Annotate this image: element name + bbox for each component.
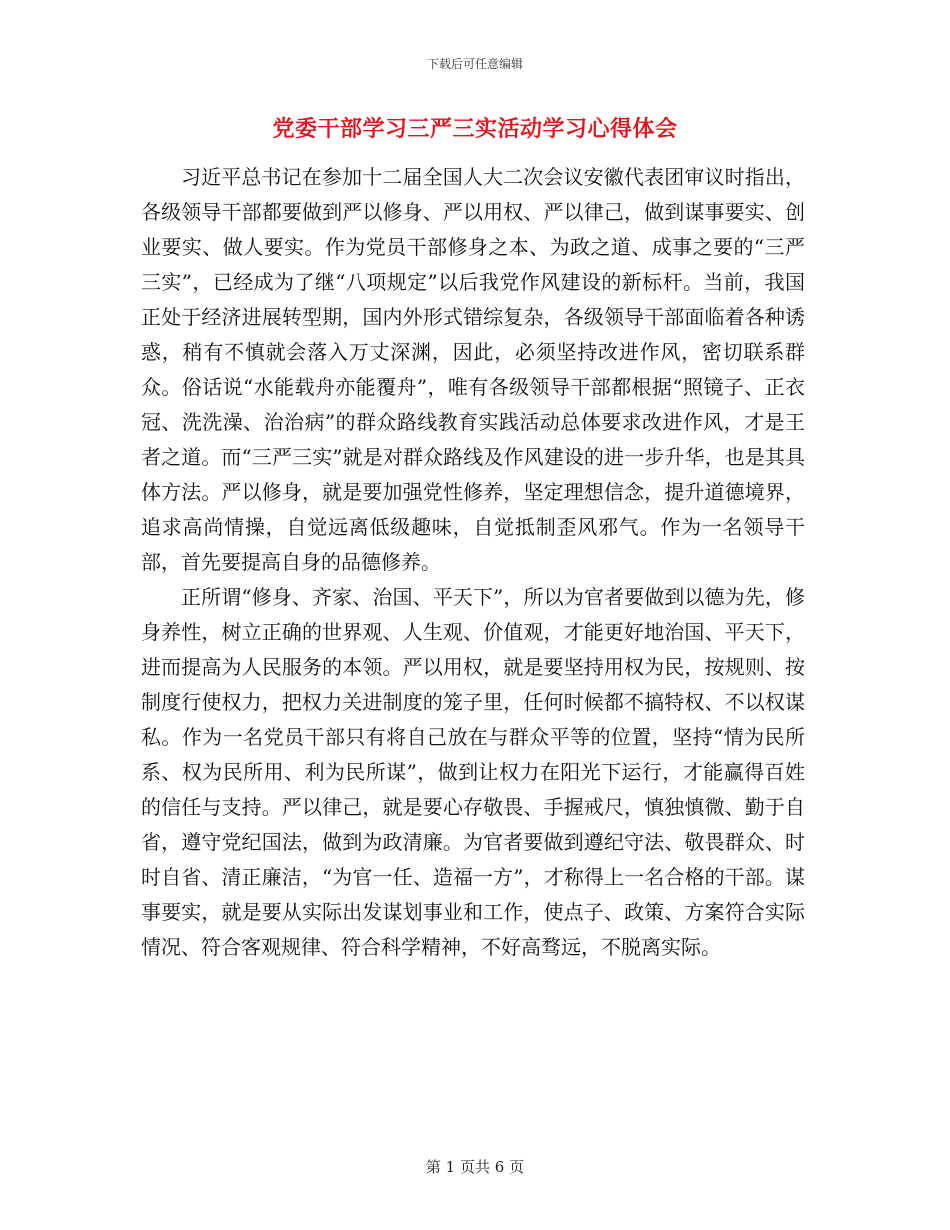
page-number: 第 1 页共 6 页 — [425, 1158, 525, 1176]
header-note: 下载后可任意编辑 — [426, 57, 523, 71]
document-body — [141, 160, 805, 965]
paragraph-2: 正所谓“修身、齐家、治国、平天下”，所以为官者要做到以德为先，修身养性，树立正确的世界观、人生观、价值观，才能更好地治国、平天下，进而提高为人民服务的本领。严以用权，就是要坚持用权为民，按规则、按制度行使权力，把权力关进制度的笼子里，任何时候都不搞特权、不以权谋私。作为一名党员干部只有将自己放在与群众平等的位置，坚持“情为民所系、权为民所用、利为民所谋”，做到让权力在阳光下运行，才能赢得百姓的信任与支持。严以律己，就是要心存敬畏、手握戒尺，慎独慎微、勤于自省，遵守党纪国法，做到为政清廉。为官者要做到遵纪守法、敬畏群众、时时自省、清正廉洁，“为官一任、造福一方”，才称得上一名合格的干部。谋事要实，就是要从实际出发谋划事业和工作，使点子、政策、方案符合实际情况、符合客观规律、符合科学精神，不好高骛远，不脱离实际。 — [141, 585, 805, 959]
paragraph-1: 习近平总书记在参加十二届全国人大二次会议安徽代表团审议时指出，各级领导干部都要做到严以修身、严以用权、严以律己，做到谋事要实、创业要实、做人要实。作为党员干部修身之本、为政之道、成事之要的“三严三实”，已经成为了继“八项规定”以后我党作风建设的新标杆。当前，我国正处于经济进展转型期，国内外形式错综复杂，各级领导干部面临着各种诱惑，稍有不慎就会落入万丈深渊，因此，必须坚持改进作风，密切联系群众。俗话说“水能载舟亦能覆舟”，唯有各级领导干部都根据“照镜子、正衣冠、洗洗澡、治治病”的群众路线教育实践活动总体要求改进作风，才是王者之道。而“三严三实”就是对群众路线及作风建设的进一步升华，也是其具体方法。严以修身，就是要加强党性修养，坚定理想信念，提升道德境界，追求高尚情操，自觉远离低级趣味，自觉抵制歪风邪气。作为一名领导干部，首先要提高自身的品德修养。 — [141, 165, 805, 574]
document-title: 党委干部学习三严三实活动学习心得体会 — [272, 117, 678, 142]
